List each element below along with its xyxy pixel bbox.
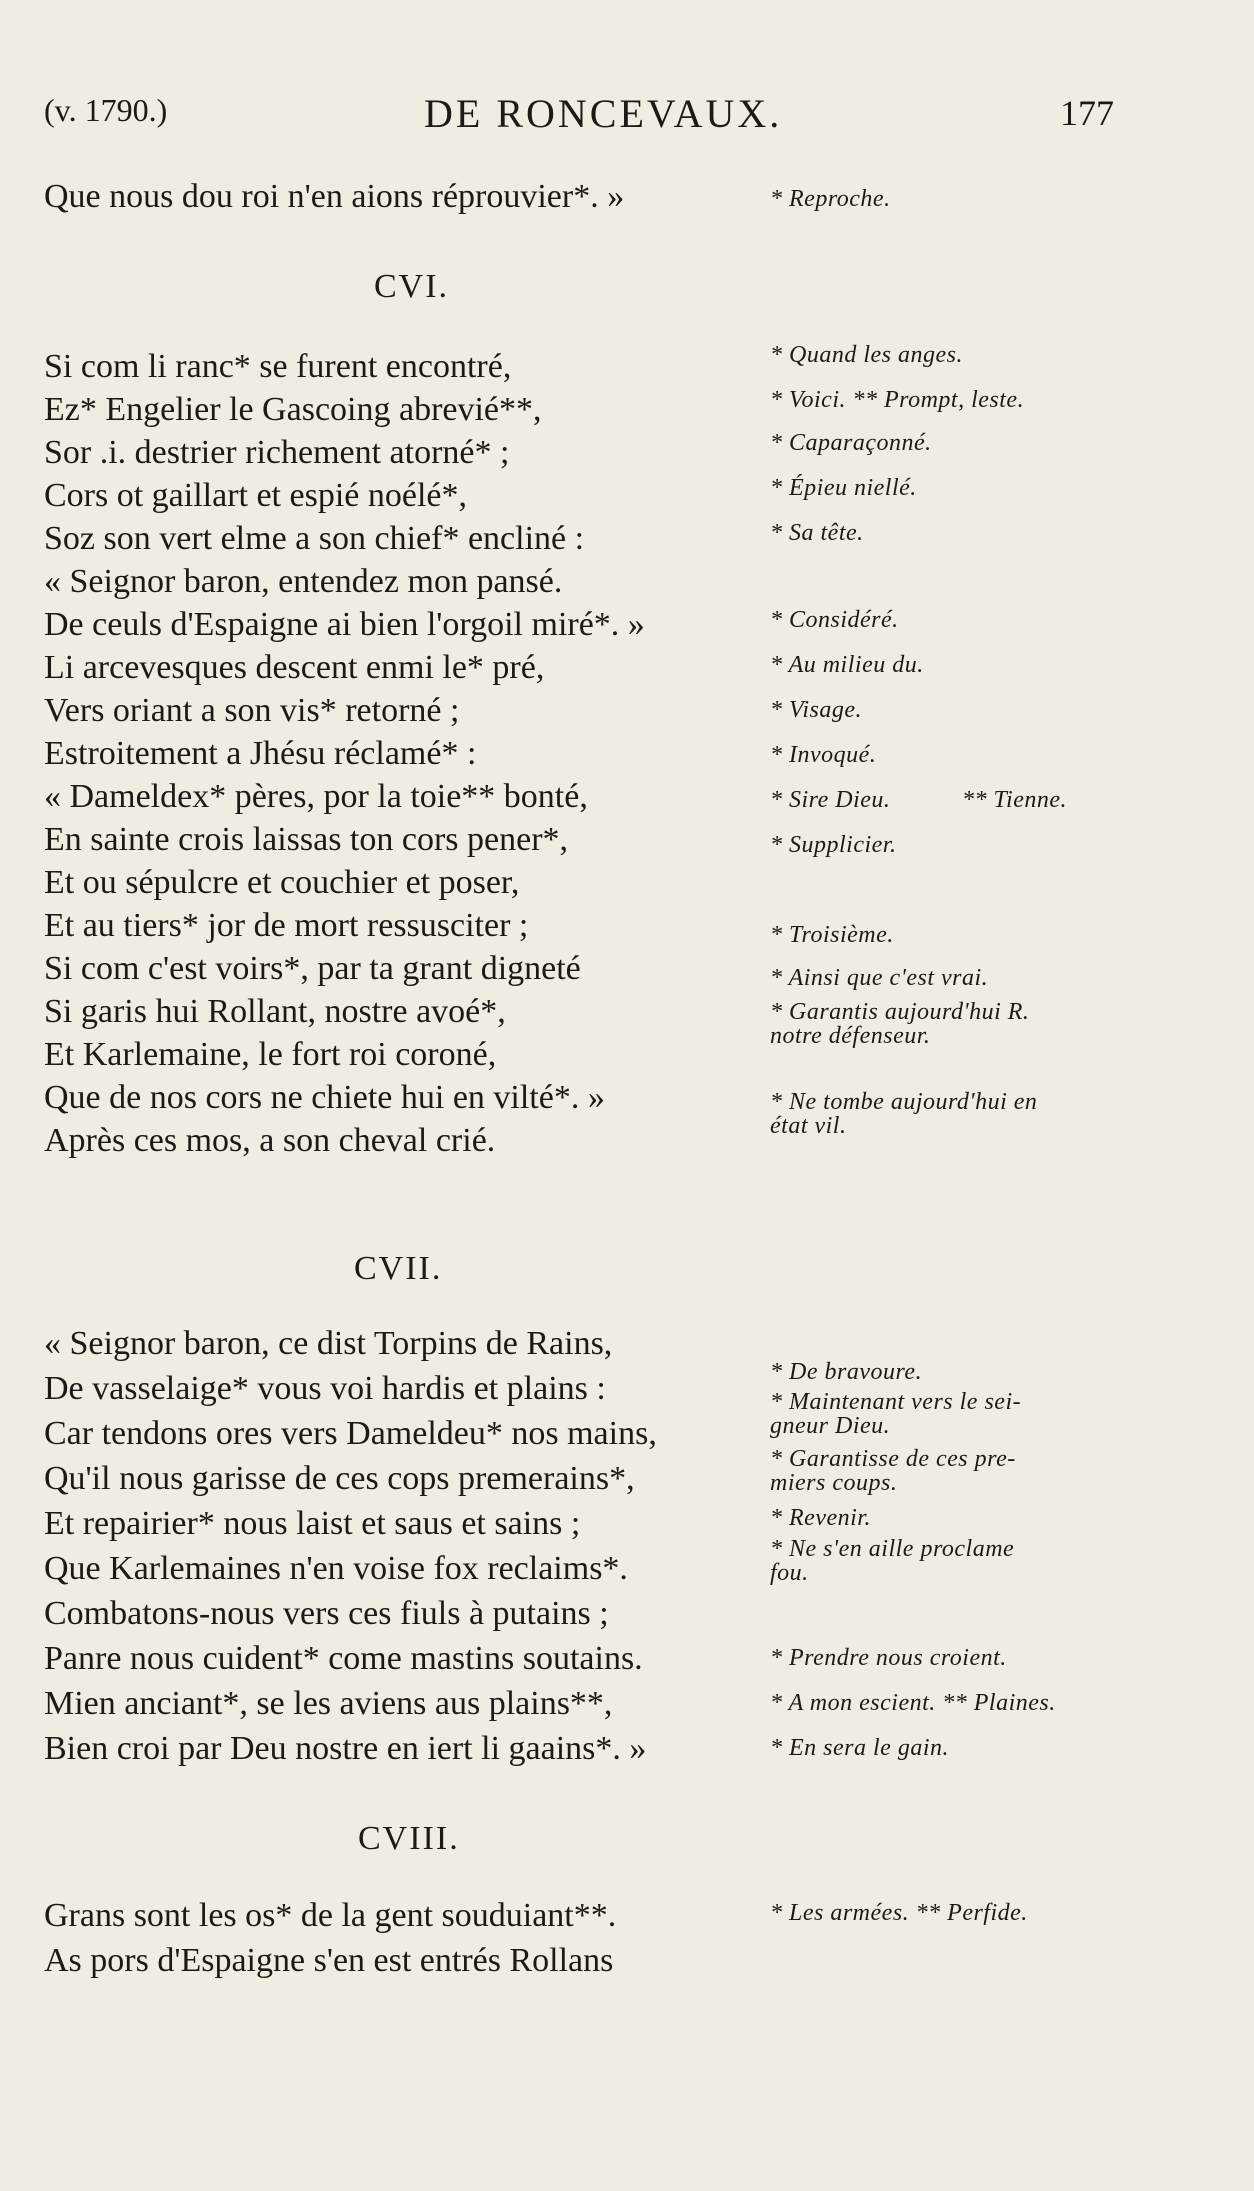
running-title: DE RONCEVAUX. <box>424 91 783 136</box>
verse-line: « Seignor baron, entendez mon pansé. <box>44 563 563 600</box>
verse-line: Panre nous cuident* come mastins soutains. <box>44 1640 643 1677</box>
verse-line: As pors d'Espaigne s'en est entrés Rollans <box>44 1942 614 1979</box>
verse-line: Si com li ranc* se furent encontré, <box>44 348 512 385</box>
gloss-note: * En sera le gain. <box>770 1735 949 1761</box>
gloss-note: * Les armées. ** Perfide. <box>770 1900 1028 1926</box>
verse-line: Bien croi par Deu nostre en iert li gaains*. » <box>44 1730 647 1767</box>
gloss-note: * Reproche. <box>770 186 891 212</box>
verse-line: Combatons-nous vers ces fiuls à putains ; <box>44 1595 609 1632</box>
verse-line: Et au tiers* jor de mort ressusciter ; <box>44 907 529 944</box>
gloss-note: * Ainsi que c'est vrai. <box>770 965 989 991</box>
verse-range: (v. 1790.) <box>44 92 168 128</box>
section-heading: CVI. <box>374 268 450 305</box>
verse-line: Car tendons ores vers Dameldeu* nos mains, <box>44 1415 657 1452</box>
verse-line: Grans sont les os* de la gent souduiant**. <box>44 1897 617 1934</box>
verse-line: De ceuls d'Espaigne ai bien l'orgoil miré*. » <box>44 606 645 643</box>
verse-line: Soz son vert elme a son chief* encliné : <box>44 520 585 557</box>
gloss-note: * Visage. <box>770 697 863 723</box>
verse-line: Cors ot gaillart et espié noélé*, <box>44 477 467 514</box>
verse-line: Et repairier* nous laist et saus et sains ; <box>44 1505 581 1542</box>
verse-line: Si com c'est voirs*, par ta grant digneté <box>44 950 581 987</box>
gloss-note: * Maintenant vers le sei- gneur Dieu. <box>770 1389 1022 1439</box>
gloss-note: * Épieu niellé. <box>770 475 917 501</box>
gloss-note: * Voici. ** Prompt, leste. <box>770 387 1025 413</box>
gloss-note: * A mon escient. ** Plaines. <box>770 1690 1056 1716</box>
gloss-note: * Sa tête. <box>770 520 864 546</box>
verse-line: Qu'il nous garisse de ces cops premerains*, <box>44 1460 635 1497</box>
verse-line: En sainte crois laissas ton cors pener*, <box>44 821 569 858</box>
verse-line: « Dameldex* pères, por la toie** bonté, <box>44 778 588 815</box>
gloss-note: ** Tienne. <box>962 787 1067 813</box>
page-number: 177 <box>1060 93 1114 133</box>
running-header <box>44 92 1114 142</box>
verse-line: Que nous dou roi n'en aions réprouvier*. » <box>44 178 625 215</box>
gloss-note: * Au milieu du. <box>770 652 924 678</box>
verse-line: Vers oriant a son vis* retorné ; <box>44 692 460 729</box>
gloss-note: * Caparaçonné. <box>770 430 932 456</box>
verse-line: Mien anciant*, se les aviens aus plains**, <box>44 1685 613 1722</box>
verse-line: Ez* Engelier le Gascoing abrevié**, <box>44 391 542 428</box>
verse-line: « Seignor baron, ce dist Torpins de Rains, <box>44 1325 613 1362</box>
section-heading: CVIII. <box>358 1820 460 1857</box>
gloss-note: * Supplicier. <box>770 832 897 858</box>
gloss-note: * Invoqué. <box>770 742 877 768</box>
verse-line: De vasselaige* vous voi hardis et plains : <box>44 1370 606 1407</box>
verse-line: Et Karlemaine, le fort roi coroné, <box>44 1036 497 1073</box>
gloss-note: * Considéré. <box>770 607 899 633</box>
gloss-note: * Garantis aujourd'hui R. notre défenseur. <box>770 999 1030 1049</box>
verse-line: Et ou sépulcre et couchier et poser, <box>44 864 520 901</box>
verse-line: Que Karlemaines n'en voise fox reclaims*. <box>44 1550 628 1587</box>
gloss-note: * Sire Dieu. <box>770 787 891 813</box>
gloss-note: * Revenir. <box>770 1505 871 1531</box>
gloss-note: * Prendre nous croient. <box>770 1645 1007 1671</box>
gloss-note: * Garantisse de ces pre- miers coups. <box>770 1446 1016 1496</box>
gloss-note: * Ne s'en aille proclame fou. <box>770 1536 1015 1586</box>
gloss-note: * De bravoure. <box>770 1359 923 1385</box>
verse-line: Si garis hui Rollant, nostre avoé*, <box>44 993 506 1030</box>
verse-line: Après ces mos, a son cheval crié. <box>44 1122 496 1159</box>
gloss-note: * Quand les anges. <box>770 342 963 368</box>
gloss-note: * Ne tombe aujourd'hui en état vil. <box>770 1089 1038 1139</box>
section-heading: CVII. <box>354 1250 443 1287</box>
verse-line: Que de nos cors ne chiete hui en vilté*. » <box>44 1079 605 1116</box>
verse-line: Li arcevesques descent enmi le* pré, <box>44 649 545 686</box>
verse-line: Sor .i. destrier richement atorné* ; <box>44 434 510 471</box>
verse-line: Estroitement a Jhésu réclamé* : <box>44 735 477 772</box>
gloss-note: * Troisième. <box>770 922 894 948</box>
